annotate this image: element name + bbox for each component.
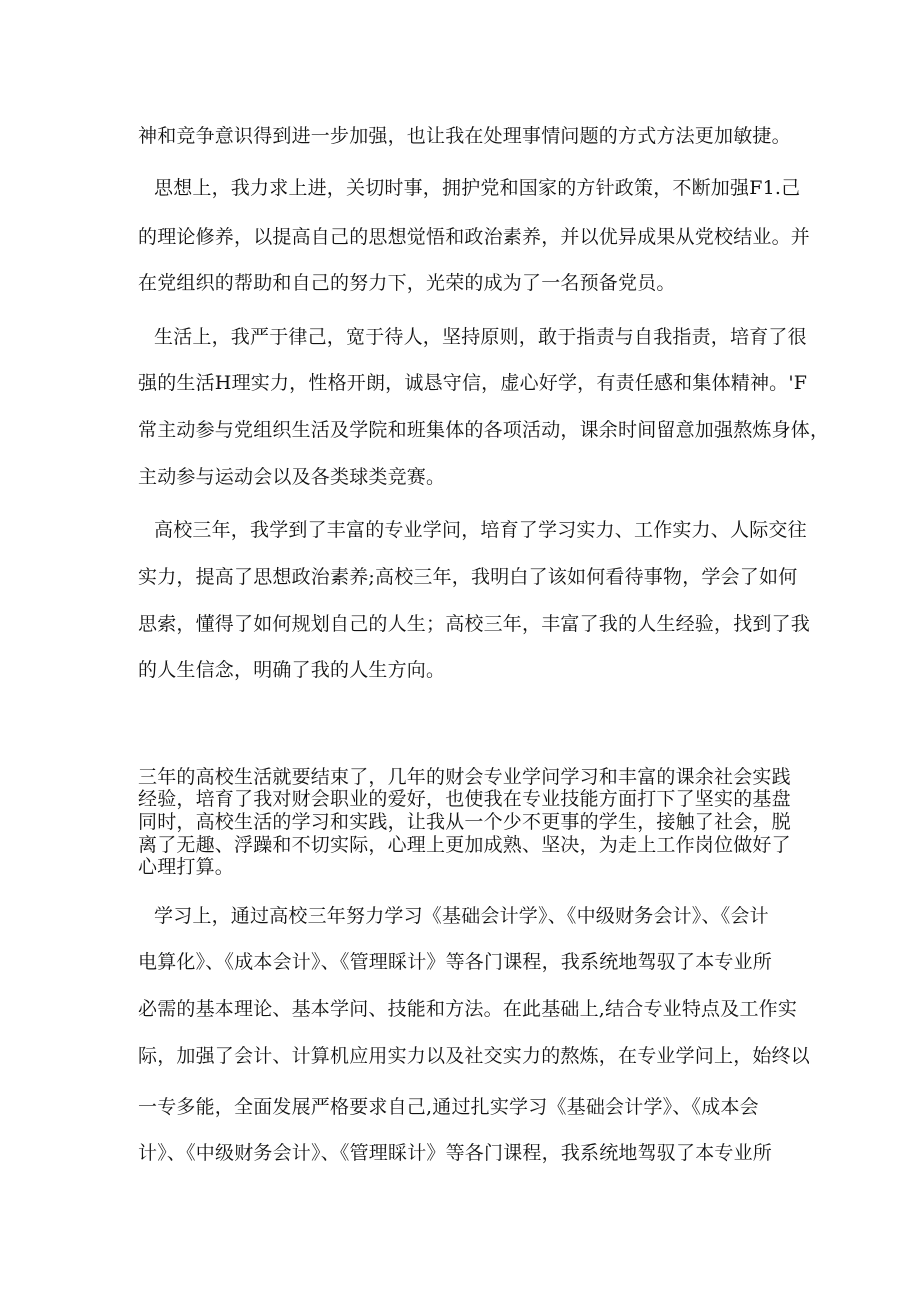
paragraph-line: 心理打算。 bbox=[138, 856, 235, 878]
paragraph-line: 电算化》、《成本会计》、《管理睬计》等各门课程，我系统地驾驭了本专业所 bbox=[138, 951, 773, 973]
paragraph-line: 神和竞争意识得到进一步加强，也让我在处理事情问题的方式方法更加敏捷。 bbox=[138, 125, 791, 147]
paragraph-line: 生活上，我严于律己，宽于待人，坚持原则，敢于指责与自我指责，培育了很 bbox=[154, 326, 807, 348]
paragraph-line: 经验，培育了我对财会职业的爱好，也使我在专业技能方面打下了坚实的基盘 bbox=[138, 788, 791, 810]
paragraph-line: 离了无趣、浮躁和不切实际，心理上更加成熟、坚决，为走上工作岗位做好了 bbox=[138, 834, 791, 856]
paragraph-line: 的人生信念，明确了我的人生方向。 bbox=[138, 659, 446, 681]
paragraph-line: 思想上，我力求上进，关切时事，拥护党和国家的方针政策，不断加强F1.己 bbox=[154, 177, 801, 199]
paragraph-line: 在党组织的帮助和自己的努力下，光荣的成为了一名预备党员。 bbox=[138, 272, 676, 294]
paragraph-line: 主动参与运动会以及各类球类竞赛。 bbox=[138, 466, 446, 488]
paragraph-line: 思索，懂得了如何规划自己的人生；高校三年，丰富了我的人生经验，找到了我 bbox=[138, 613, 811, 635]
paragraph-line: 三年的高校生活就要结束了，几年的财会专业学问学习和丰富的课余社会实践 bbox=[138, 766, 791, 788]
paragraph-line: 必需的基本理论、基本学问、技能和方法。在此基础上,结合专业特点及工作实 bbox=[138, 998, 798, 1020]
paragraph-line: 计》、《中级财务会计》、《管理睬计》等各门课程，我系统地驾驭了本专业所 bbox=[138, 1142, 773, 1164]
paragraph-line: 一专多能，全面发展严格要求自己,通过扎实学习《基础会计学》、《成本会 bbox=[138, 1096, 759, 1118]
paragraph-line: 同时，高校生活的学习和实践，让我从一个少不更事的学生，接触了社会，脱 bbox=[138, 811, 791, 833]
paragraph-line: 的理论修养，以提高自己的思想觉悟和政治素养，并以优异成果从党校结业。并 bbox=[138, 226, 811, 248]
paragraph-line: 实力，提高了思想政治素养;高校三年，我明白了该如何看待事物，学会了如何 bbox=[138, 566, 798, 588]
paragraph-line: 际，加强了会计、计算机应用实力以及社交实力的熬炼，在专业学问上，始终以 bbox=[138, 1045, 811, 1067]
paragraph-line: 常主动参与党组织生活及学院和班集体的各项活动，课余时间留意加强熬炼身体， bbox=[138, 419, 830, 441]
paragraph-line: 学习上，通过高校三年努力学习《基础会计学》、《中级财务会计》、《会计 bbox=[154, 905, 769, 927]
paragraph-line: 高校三年，我学到了丰富的专业学问，培育了学习实力、工作实力、人际交往 bbox=[154, 519, 807, 541]
paragraph-line: 强的生活H理实力，性格开朗，诚恳守信，虚心好学，有责任感和集体精神。'F bbox=[138, 372, 808, 394]
